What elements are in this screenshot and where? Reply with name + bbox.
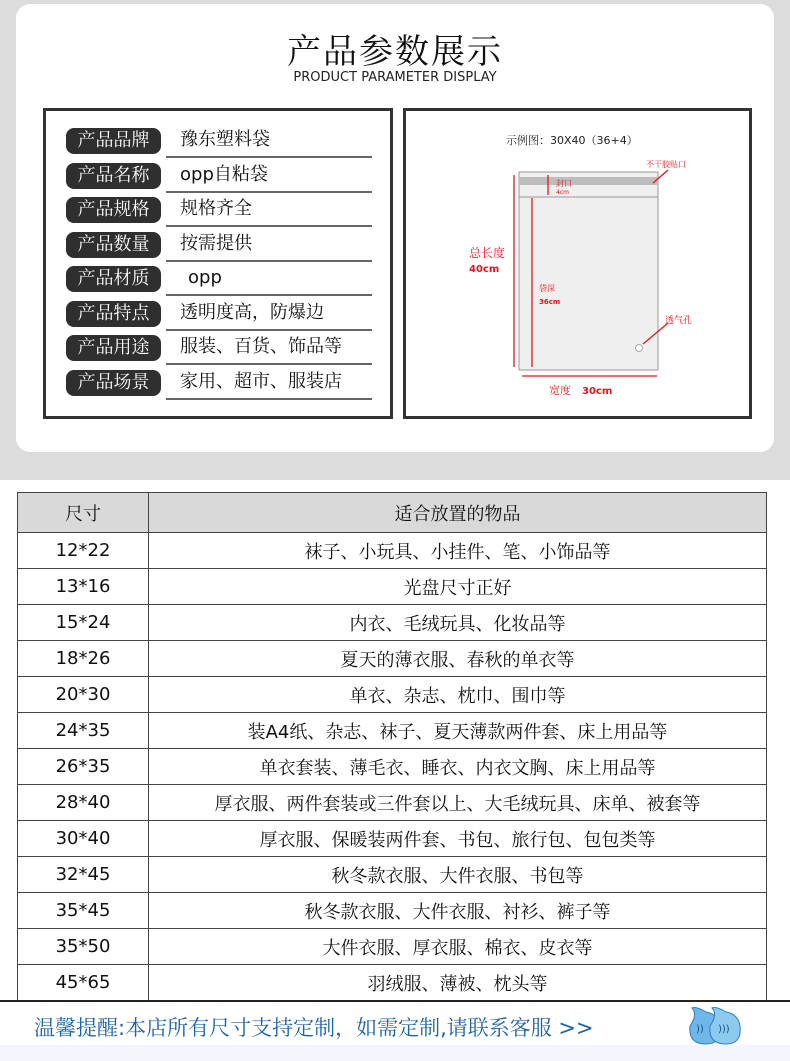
footer (0, 1000, 790, 1045)
param-label: 产品材质 (66, 266, 161, 292)
param-row (66, 126, 372, 156)
table-row (18, 713, 767, 749)
size-cell: 26*35 (18, 749, 149, 785)
depth-label: 袋深 (539, 284, 555, 293)
param-label: 产品名称 (66, 163, 161, 189)
size-cell: 32*45 (18, 857, 149, 893)
size-cell: 35*50 (18, 929, 149, 965)
divider (166, 191, 372, 193)
bottom-strip (0, 1045, 790, 1061)
param-value: 豫东塑料袋 (180, 129, 270, 150)
param-value: opp (188, 267, 222, 288)
param-value: 服装、百货、饰品等 (180, 336, 342, 357)
table-row (18, 965, 767, 1001)
param-label: 产品规格 (66, 197, 161, 223)
param-value: 透明度高，防爆边 (180, 301, 324, 323)
bag-body (519, 172, 658, 370)
total-size: 40cm (469, 264, 500, 275)
footer-notice[interactable]: 温馨提醒:本店所有尺寸支持定制，如需定制,请联系客服 >> (34, 1016, 594, 1040)
items-cell: 夏天的薄衣服、春秋的单衣等 (149, 641, 767, 677)
size-cell: 45*65 (18, 965, 149, 1001)
divider (166, 294, 372, 296)
table-row (18, 785, 767, 821)
vent-hole (636, 345, 643, 352)
divider (166, 260, 372, 262)
items-cell: 大件衣服、厚衣服、棉衣、皮衣等 (149, 929, 767, 965)
param-row (66, 195, 372, 225)
divider (166, 398, 372, 400)
items-cell: 单衣、杂志、枕巾、围巾等 (149, 677, 767, 713)
page-subtitle: PRODUCT PARAMETER DISPLAY (293, 70, 497, 85)
seal-size: 4cm (556, 189, 569, 196)
param-value: 家用、超市、服装店 (180, 370, 342, 392)
items-cell: 光盘尺寸正好 (149, 569, 767, 605)
items-cell: 装A4纸、杂志、袜子、夏天薄款两件套、床上用品等 (149, 713, 767, 749)
header-items: 适合放置的物品 (149, 493, 767, 533)
diagram-title: 示例图：30X40（36+4） (506, 134, 638, 147)
divider (166, 225, 372, 227)
param-label: 产品品牌 (66, 128, 161, 154)
items-cell: 秋冬款衣服、大件衣服、书包等 (149, 857, 767, 893)
param-row (66, 161, 372, 191)
items-cell: 单衣套装、薄毛衣、睡衣、内衣文胸、床上用品等 (149, 749, 767, 785)
items-cell: 袜子、小玩具、小挂件、笔、小饰品等 (149, 533, 767, 569)
size-cell: 20*30 (18, 677, 149, 713)
items-cell: 厚衣服、两件套装或三件套以上、大毛绒玩具、床单、被套等 (149, 785, 767, 821)
width-label: 宽度 (549, 384, 571, 397)
seal-band (519, 177, 658, 185)
size-table (17, 492, 767, 1001)
divider (166, 363, 372, 365)
seal-label: 封口 (556, 179, 572, 188)
size-cell: 12*22 (18, 533, 149, 569)
table-row (18, 569, 767, 605)
size-cell: 18*26 (18, 641, 149, 677)
param-row (66, 264, 372, 294)
total-label: 总长度 (469, 246, 506, 260)
items-cell: 羽绒服、薄被、枕头等 (149, 965, 767, 1001)
size-cell: 35*45 (18, 893, 149, 929)
param-label: 产品数量 (66, 232, 161, 258)
header-size: 尺寸 (18, 493, 149, 533)
table-row (18, 749, 767, 785)
size-cell: 28*40 (18, 785, 149, 821)
param-label: 产品用途 (66, 335, 161, 361)
param-row (66, 368, 372, 398)
table-row (18, 677, 767, 713)
size-cell: 15*24 (18, 605, 149, 641)
param-row (66, 299, 372, 329)
table-row (18, 893, 767, 929)
divider (166, 329, 372, 331)
param-row (66, 333, 372, 363)
bag-diagram (403, 108, 752, 419)
svg-text:)): )) (696, 1024, 704, 1035)
table-header (18, 493, 767, 533)
items-cell: 秋冬款衣服、大件衣服、衬衫、裤子等 (149, 893, 767, 929)
depth-size: 36cm (539, 298, 561, 306)
items-cell: 内衣、毛绒玩具、化妆品等 (149, 605, 767, 641)
param-label: 产品场景 (66, 370, 161, 396)
table-row (18, 533, 767, 569)
adhesive-label: 不干胶贴口 (646, 160, 686, 169)
table-row (18, 857, 767, 893)
table-row (18, 929, 767, 965)
param-value: opp自粘袋 (180, 163, 268, 185)
param-value: 规格齐全 (180, 198, 252, 219)
table-row (18, 605, 767, 641)
size-cell: 13*16 (18, 569, 149, 605)
parameter-list (43, 108, 393, 419)
items-cell: 厚衣服、保暖装两件套、书包、旅行包、包包类等 (149, 821, 767, 857)
param-value: 按需提供 (180, 232, 252, 254)
param-label: 产品特点 (66, 301, 161, 327)
table-row (18, 821, 767, 857)
page-title: 产品参数展示 (287, 32, 503, 72)
svg-text:))): ))) (718, 1024, 730, 1035)
size-cell: 30*40 (18, 821, 149, 857)
vent-label: 透气孔 (665, 316, 693, 326)
width-size: 30cm (582, 386, 613, 397)
param-row (66, 230, 372, 260)
table-row (18, 641, 767, 677)
divider (166, 156, 372, 158)
size-cell: 24*35 (18, 713, 149, 749)
